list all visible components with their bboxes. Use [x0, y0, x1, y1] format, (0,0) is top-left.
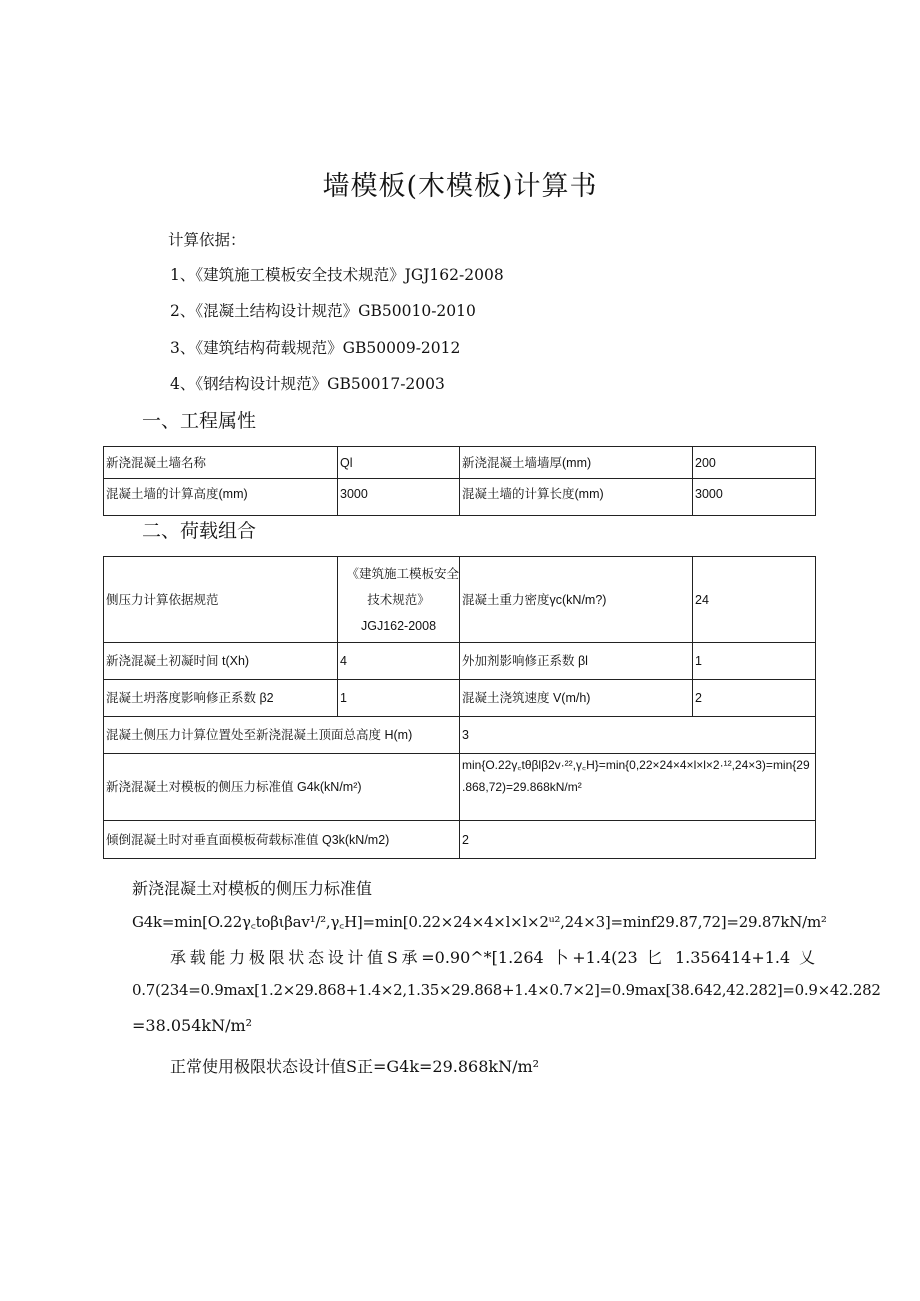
table-cell: 混凝土墙的计算高度(mm)	[104, 479, 338, 516]
table-cell: 200	[693, 447, 816, 479]
table-cell: 24	[693, 557, 816, 643]
table-cell: 侧压力计算依据规范	[104, 557, 338, 643]
cell-line: JGJ162-2008	[360, 618, 437, 633]
table-cell: Ql	[338, 447, 460, 479]
table-row	[104, 447, 816, 479]
basis-item-3: 3、《建筑结构荷载规范》GB50009-2012	[170, 339, 461, 357]
table-cell: 2	[693, 680, 816, 717]
table-cell	[338, 557, 460, 643]
table-cell: 新浇混凝土墙名称	[104, 447, 338, 479]
table-cell: 3000	[338, 479, 460, 516]
cell-line: 《建筑施工模板安全	[346, 566, 459, 581]
table-cell	[460, 754, 816, 821]
table-cell: 外加剂影响修正系数 βl	[460, 643, 693, 680]
table-cell: 1	[693, 643, 816, 680]
body-paragraph-1: 新浇混凝土对模板的侧压力标准值	[132, 879, 373, 898]
table-cell: 4	[338, 643, 460, 680]
basis-heading: 计算依据：	[168, 231, 246, 249]
formula-line: min{O.22γ꜀tθβlβ2v·²²,γ꜀H}=min{0,22×24×4×l×l×2·¹²,24×3)=min{29	[462, 758, 810, 772]
page-title: 墙模板(木模板)计算书	[322, 171, 598, 202]
load-table	[103, 556, 816, 859]
table-cell: 混凝土浇筑速度 V(m/h)	[460, 680, 693, 717]
table-cell: 新浇混凝土对模板的侧压力标准值 G4k(kN/m²)	[104, 754, 460, 821]
body-paragraph-3	[170, 945, 815, 968]
table-row	[104, 643, 816, 680]
table-row	[104, 754, 816, 821]
table-row	[104, 821, 816, 859]
formula-line: .868,72)=29.868kN/m²	[462, 780, 582, 794]
cell-line: 技术规范》	[367, 592, 430, 607]
body-paragraph-4: 0.7(234=0.9max[1.2×29.868+1.4×2,1.35×29.868+1.4×0.7×2]=0.9max[38.642,42.282]=0.9×42.282	[132, 981, 881, 999]
basis-item-2: 2、《混凝土结构设计规范》GB50010-2010	[170, 302, 476, 320]
table-cell: 混凝土侧压力计算位置处至新浇混凝土顶面总高度 H(m)	[104, 717, 460, 754]
basis-item-4: 4、《钢结构设计规范》GB50017-2003	[170, 375, 445, 393]
table-row	[104, 680, 816, 717]
table-cell: 2	[460, 821, 816, 859]
body-paragraph-5: =38.054kN/m²	[132, 1016, 253, 1035]
body-paragraph-6: 正常使用极限状态设计值S正=G4k=29.868kN/m²	[170, 1057, 540, 1076]
section-heading-load: 二、荷载组合	[142, 520, 257, 542]
body-line: 承载能力极限状态设计值S承=0.90^*[1.264 卜+1.4(23 匕 1.356414+1.4 乂	[170, 948, 815, 967]
table-cell: 倾倒混凝土时对垂直面模板荷载标准值 Q3k(kN/m2)	[104, 821, 460, 859]
table-cell: 混凝土墙的计算长度(mm)	[460, 479, 693, 516]
table-cell: 3	[460, 717, 816, 754]
table-row	[104, 479, 816, 516]
table-cell: 混凝土坍落度影响修正系数 β2	[104, 680, 338, 717]
table-cell: 3000	[693, 479, 816, 516]
basis-item-1: 1、《建筑施工模板安全技术规范》JGJ162-2008	[170, 266, 504, 284]
table-row	[104, 717, 816, 754]
table-cell: 新浇混凝土初凝时间 t(Xh)	[104, 643, 338, 680]
body-paragraph-2: G4k=min[O.22γ꜀toβιβav¹/²,γ꜀H]=min[0.22×24×4×l×l×2ᵘ²,24×3]=minf29.87,72]=29.87kN/m²	[132, 913, 827, 931]
table-row	[104, 557, 816, 643]
section-heading-properties: 一、工程属性	[142, 410, 257, 432]
table-cell: 新浇混凝土墙墙厚(mm)	[460, 447, 693, 479]
table-cell: 1	[338, 680, 460, 717]
table-cell: 混凝土重力密度γc(kN/m?)	[460, 557, 693, 643]
properties-table	[103, 446, 816, 516]
